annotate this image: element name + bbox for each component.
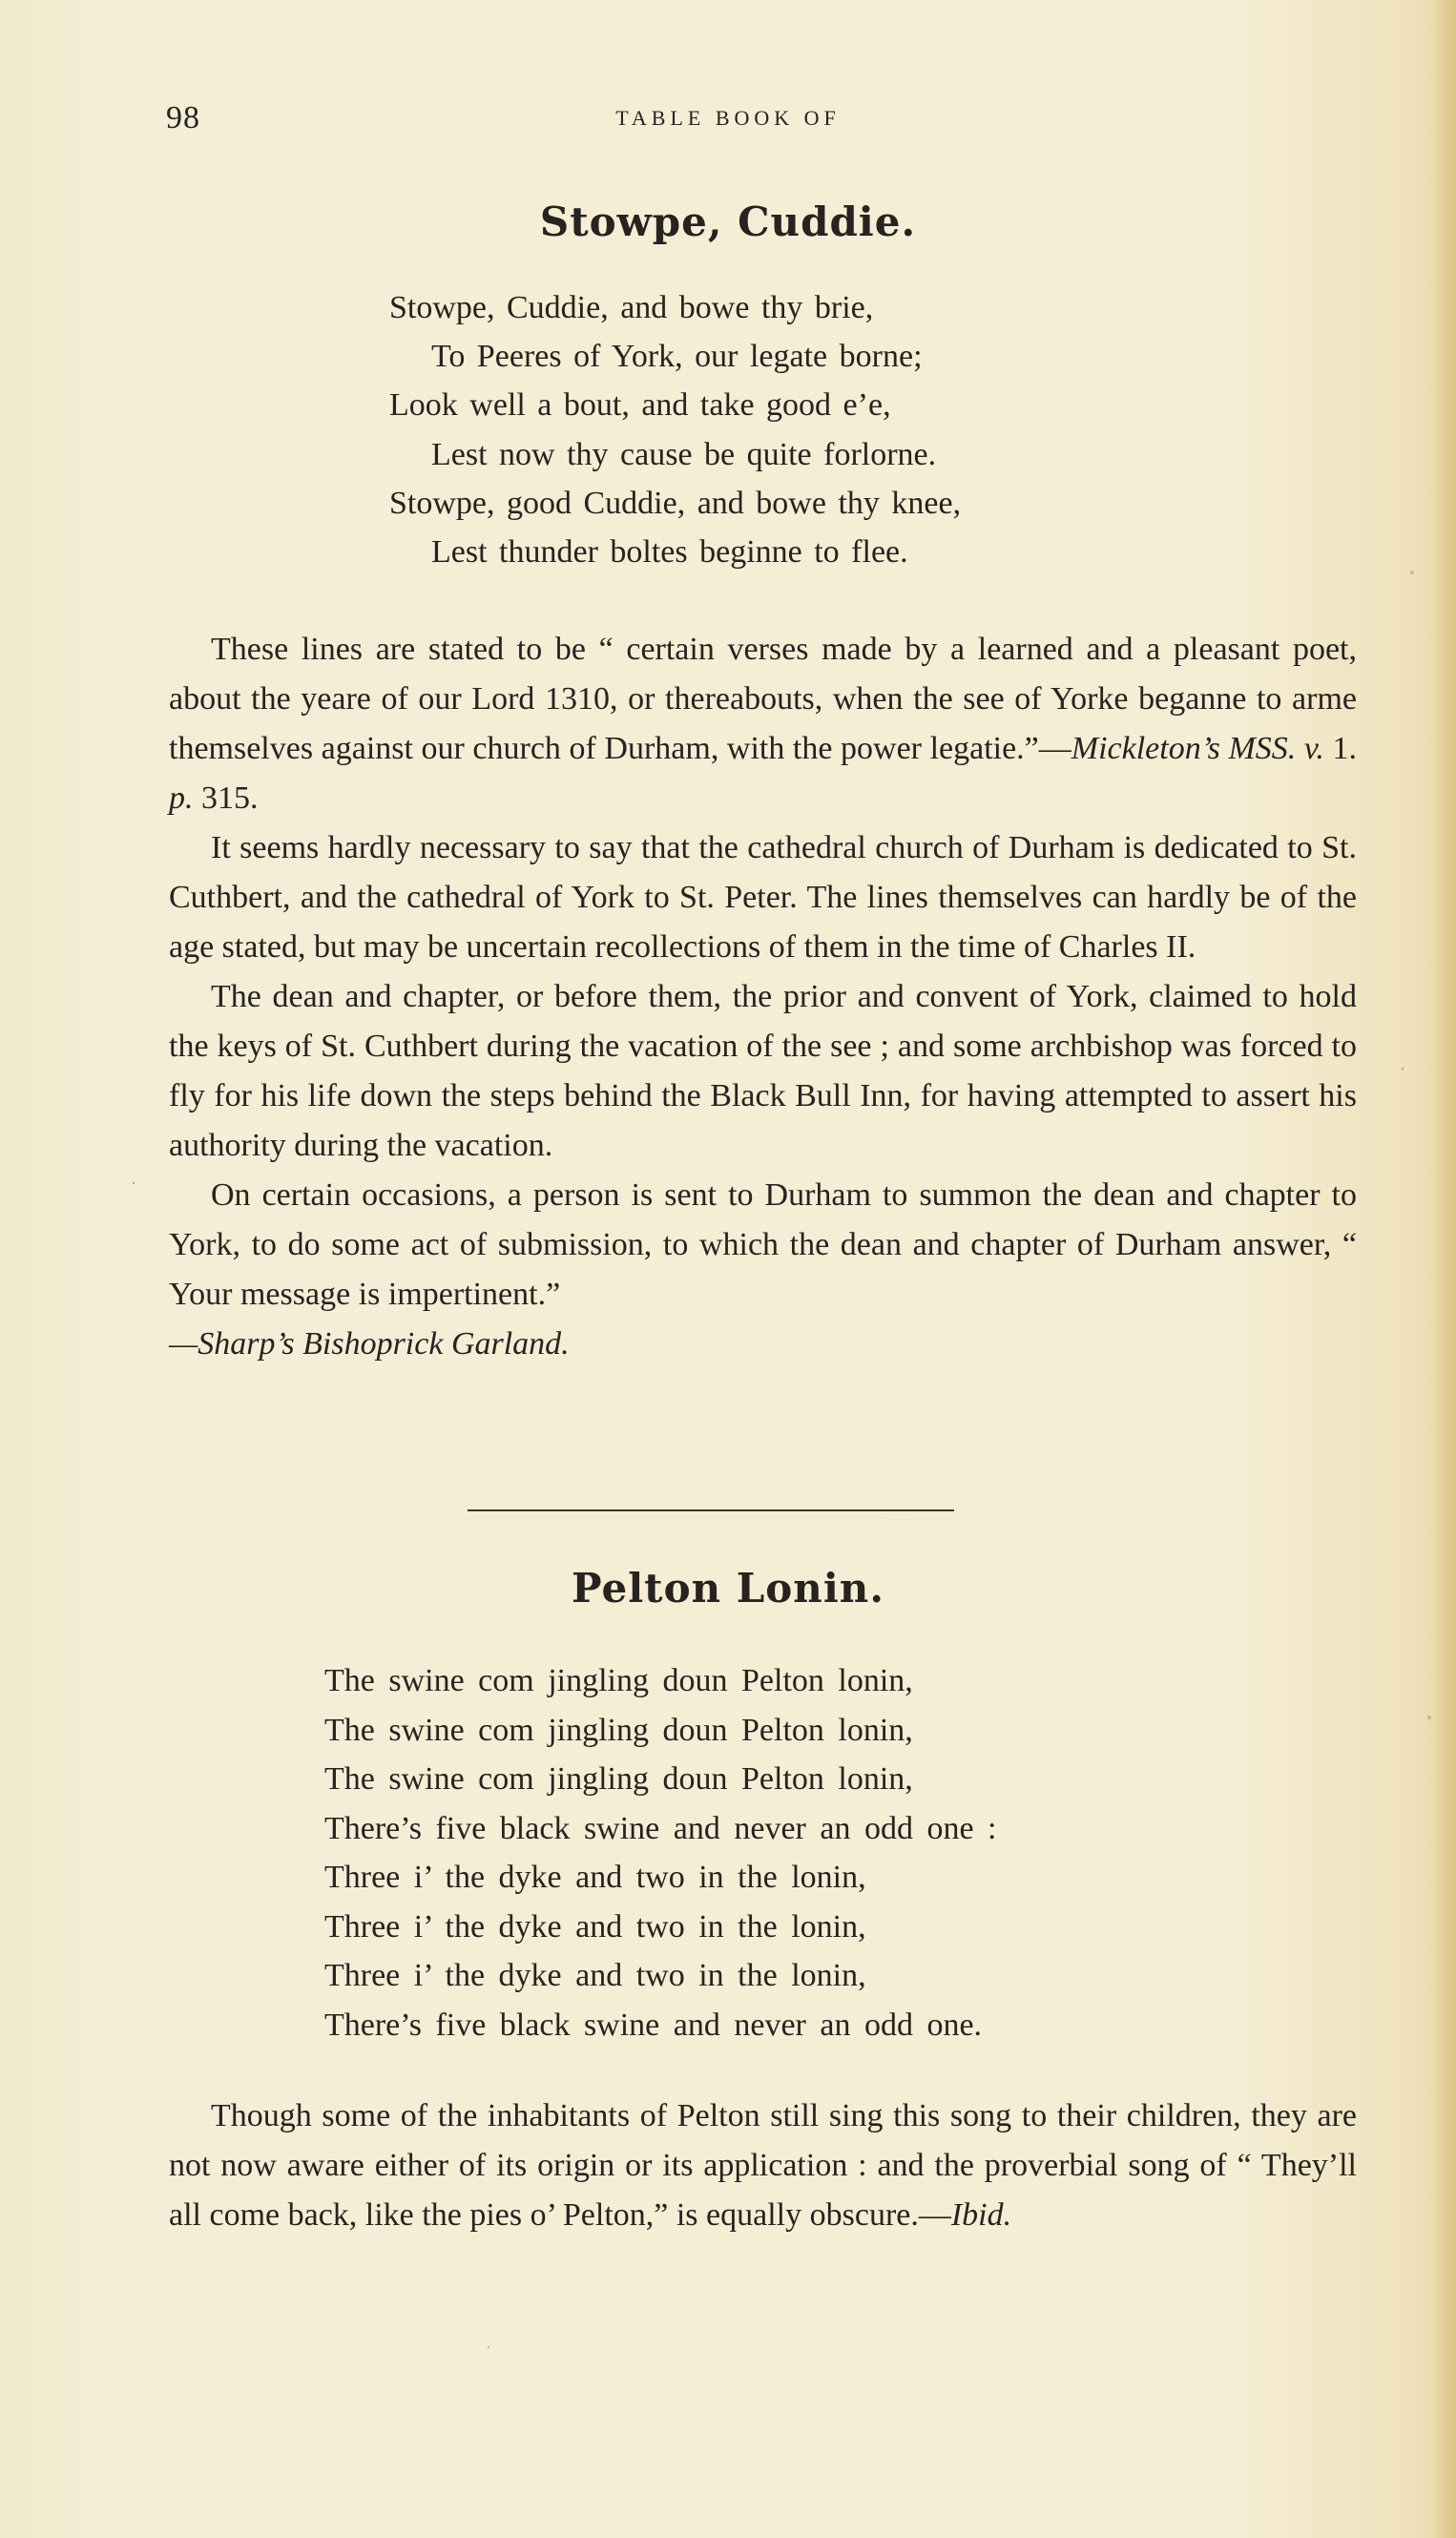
verse-line: Three i’ the dyke and two in the lonin, — [324, 1908, 866, 1945]
citation: Ibid. — [950, 2197, 1012, 2233]
running-title: TABLE BOOK OF — [615, 106, 841, 130]
citation-page-abbrev: p. — [169, 780, 194, 816]
paragraph: The dean and chapter, or before them, the prior and convent of York, claimed to hold the keys of St. Cuthbert during the vacation of the see ; and some archbishop was forced to fly for his life down the steps behind the Black Bull Inn, for having attempted to assert his authority during the vacation. — [169, 979, 1357, 1163]
verse-line: Three i’ the dyke and two in the lonin, — [324, 1958, 866, 1993]
citation: Mickleton’s MSS. v. — [1071, 731, 1324, 766]
verse-line: The swine com jingling doun Pelton lonin, — [324, 1712, 913, 1748]
source-signature-text: —Sharp’s Bishoprick Garland. — [169, 1326, 570, 1362]
heading-stowpe-cuddie: Stowpe, Cuddie. — [539, 198, 917, 245]
paragraph-text: Though some of the inhabitants of Pelton still sing this song to their children, they are not now aware either of its origin or its application : and the proverbial song of “ They’ll all come back, like the pies o’ Pelton,” is equally obscure.— — [169, 2098, 1357, 2233]
paragraph-text: These lines are stated to be “ certain verses made by a learned and a pleasant poet, about the yeare of our Lord 1310, or thereabouts, when the see of Yorke beganne to arme themselves against our church of Durham, with the power legatie.”— — [169, 632, 1357, 766]
paragraph: It seems hardly necessary to say that the cathedral church of Durham is dedicated to St. Cuthbert, and the cathedral of York to St. Peter. The lines themselves can hardly be of the age stated, but may be uncertain recollections of them in the time of Charles II. — [169, 830, 1357, 965]
citation-volume: 1. — [1323, 731, 1358, 766]
page-number: 98 — [166, 100, 200, 135]
verse-line: Lest now thy cause be quite forlorne. — [431, 436, 937, 472]
verse-line: Stowpe, good Cuddie, and bowe thy knee, — [389, 485, 962, 521]
verse-line: Look well a bout, and take good e’e, — [389, 387, 891, 424]
verse-line: There’s five black swine and never an odd one. — [324, 2007, 983, 2043]
verse-line: There’s five black swine and never an odd one : — [324, 1810, 997, 1846]
citation-page: 315. — [193, 780, 259, 816]
verse-line: To Peeres of York, our legate borne; — [431, 339, 923, 375]
heading-pelton-lonin: Pelton Lonin. — [572, 1565, 884, 1612]
verse-line: Lest thunder boltes beginne to flee. — [431, 534, 908, 571]
verse-line: The swine com jingling doun Pelton lonin, — [324, 1663, 913, 1698]
verse-line: Stowpe, Cuddie, and bowe thy brie, — [389, 290, 874, 325]
paragraph: On certain occasions, a person is sent to Durham to summon the dean and chapter to York, to do some act of submission, to which the dean and chapter of Durham answer, “ Your message is impertinent.” — [169, 1177, 1357, 1312]
verse-line: Three i’ the dyke and two in the lonin, — [324, 1860, 866, 1895]
verse-line: The swine com jingling doun Pelton lonin, — [324, 1761, 913, 1797]
